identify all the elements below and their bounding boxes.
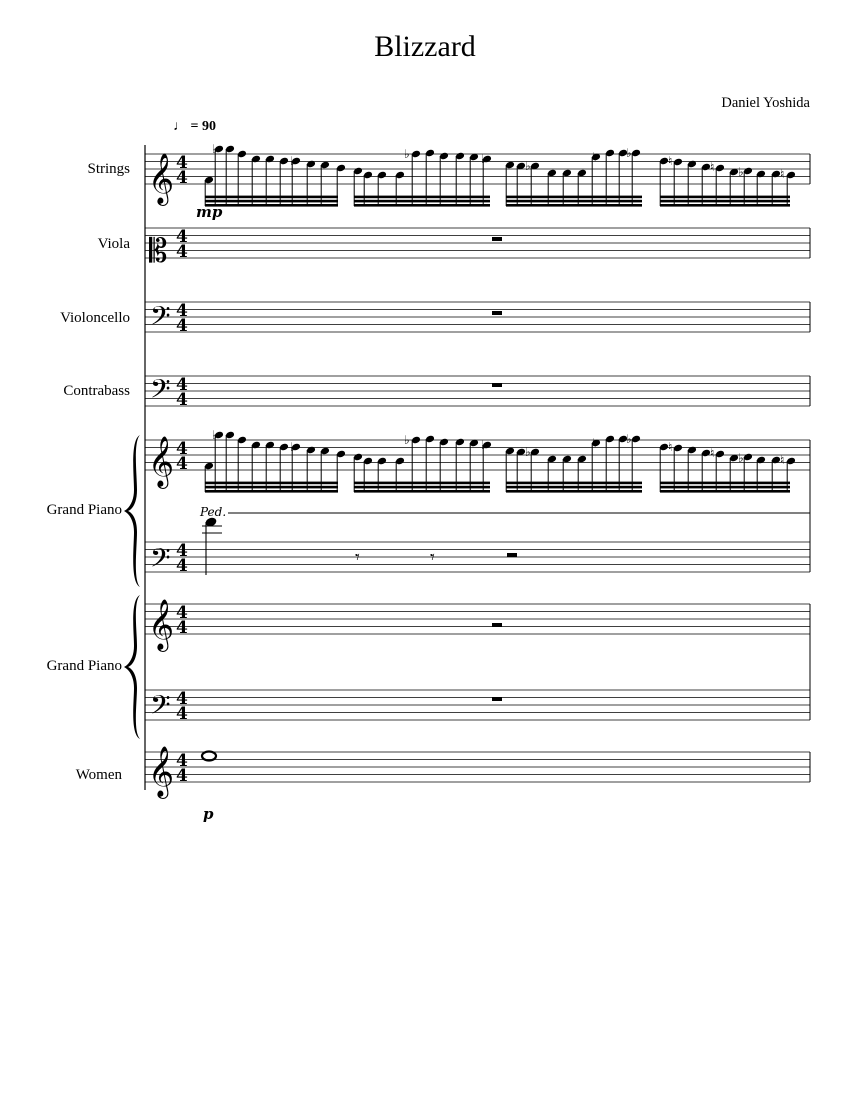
time-signature-digit: 4 <box>176 704 188 724</box>
time-signature-digit: 4 <box>176 375 188 395</box>
flat-icon: ♭ <box>404 147 410 161</box>
time-signature-digit: 4 <box>176 153 188 173</box>
note-beam <box>205 486 338 489</box>
whole-rest-piano2-treble <box>492 623 502 627</box>
dynamic-mp: mp <box>196 203 223 221</box>
note-beam <box>354 482 490 485</box>
bass-clef-icon: 𝄢 <box>150 689 171 727</box>
time-signature-digit: 4 <box>176 603 188 623</box>
flat-icon: ♭ <box>481 152 487 166</box>
note-beam <box>354 490 490 493</box>
natural-icon: ♮ <box>710 446 715 460</box>
staves <box>145 154 810 782</box>
note-beam <box>354 204 490 207</box>
whole-rest-contrabass <box>492 383 502 387</box>
time-signature-digit: 4 <box>176 439 188 459</box>
instrument-label-piano-1: Grand Piano <box>46 502 122 518</box>
flat-icon: ♭ <box>738 451 744 465</box>
instrument-label-women: Women <box>75 767 122 783</box>
flat-icon: ♭ <box>626 432 632 446</box>
flat-icon: ♭ <box>290 154 296 168</box>
flat-icon: ♭ <box>525 445 531 459</box>
note-beam <box>660 490 790 493</box>
treble-clef-icon: 𝄞 <box>148 599 175 650</box>
time-signature-digit: 4 <box>176 316 188 336</box>
natural-icon: ♮ <box>780 167 785 181</box>
flat-icon: ♭ <box>525 159 531 173</box>
piano-brace-1 <box>124 435 140 587</box>
note-beam <box>660 204 790 207</box>
treble-clef-icon: 𝄞 <box>148 436 175 487</box>
note-beam <box>205 196 338 199</box>
flat-icon: ♭ <box>404 433 410 447</box>
bass-clef-icon: 𝄢 <box>150 373 171 411</box>
piano-sixteenth-run <box>204 428 796 493</box>
piano-brace-2 <box>124 595 140 739</box>
note-beam <box>506 204 642 207</box>
composer-name: Daniel Yoshida <box>721 95 810 111</box>
time-signature-digit: 4 <box>176 242 188 262</box>
natural-icon: ♮ <box>592 436 597 450</box>
instrument-label-strings: Strings <box>87 161 130 177</box>
instrument-label-piano-2: Grand Piano <box>46 658 122 674</box>
time-signatures <box>176 153 188 786</box>
whole-rest-piano1-bass <box>507 553 517 557</box>
note-beam <box>354 196 490 199</box>
treble-clef-icon: 𝄞 <box>148 746 175 797</box>
note-beam <box>506 196 642 199</box>
natural-icon: ♮ <box>710 160 715 174</box>
instrument-label-viola: Viola <box>97 236 130 252</box>
strings-sixteenth-run <box>204 142 796 207</box>
note-beam <box>354 486 490 489</box>
note-beam <box>506 482 642 485</box>
time-signature-digit: 4 <box>176 766 188 786</box>
time-signature-digit: 4 <box>176 227 188 247</box>
note-beam <box>506 490 642 493</box>
note-beam <box>506 200 642 203</box>
flat-icon: ♭ <box>212 142 218 156</box>
natural-icon: ♮ <box>780 453 785 467</box>
note-beam <box>354 200 490 203</box>
eighth-rest-icon: 𝄾 <box>430 547 435 568</box>
note-beam <box>660 486 790 489</box>
note-beam <box>205 482 338 485</box>
time-signature-digit: 4 <box>176 301 188 321</box>
time-signature-digit: 4 <box>176 556 188 576</box>
pedal-mark: Ped. <box>200 505 227 519</box>
whole-rest-viola <box>492 237 502 241</box>
tempo-marking: ♩ = 90 <box>173 119 216 134</box>
bass-clef-icon: 𝄢 <box>150 300 171 338</box>
natural-icon: ♮ <box>668 154 673 168</box>
flat-icon: ♭ <box>626 146 632 160</box>
score-title: Blizzard <box>374 30 476 63</box>
note-beam <box>660 196 790 199</box>
bass-clef-icon: 𝄢 <box>150 542 171 580</box>
time-signature-digit: 4 <box>176 454 188 474</box>
note-beam <box>660 200 790 203</box>
alto-clef-icon: 𝄡 <box>149 231 168 270</box>
natural-icon: ♮ <box>668 440 673 454</box>
eighth-rest-icon: 𝄾 <box>355 547 360 568</box>
whole-rest-cello <box>492 311 502 315</box>
whole-rest-piano2-bass <box>492 697 502 701</box>
flat-icon: ♭ <box>290 440 296 454</box>
clefs <box>148 153 174 799</box>
time-signature-digit: 4 <box>176 541 188 561</box>
flat-icon: ♭ <box>481 438 487 452</box>
whole-rests <box>492 237 517 701</box>
time-signature-digit: 4 <box>176 390 188 410</box>
time-signature-digit: 4 <box>176 689 188 709</box>
flat-icon: ♭ <box>738 165 744 179</box>
note-beam <box>506 486 642 489</box>
natural-icon: ♮ <box>592 150 597 164</box>
note-beam <box>205 200 338 203</box>
dynamic-p: p <box>203 805 214 823</box>
time-signature-digit: 4 <box>176 618 188 638</box>
note-beam <box>205 204 338 207</box>
instrument-label-cello: Violoncello <box>60 310 130 326</box>
note-beam <box>205 490 338 493</box>
treble-clef-icon: 𝄞 <box>148 153 175 204</box>
flat-icon: ♭ <box>212 428 218 442</box>
instrument-label-contrabass: Contrabass <box>63 383 130 399</box>
note-beam <box>660 482 790 485</box>
time-signature-digit: 4 <box>176 751 188 771</box>
time-signature-digit: 4 <box>176 168 188 188</box>
